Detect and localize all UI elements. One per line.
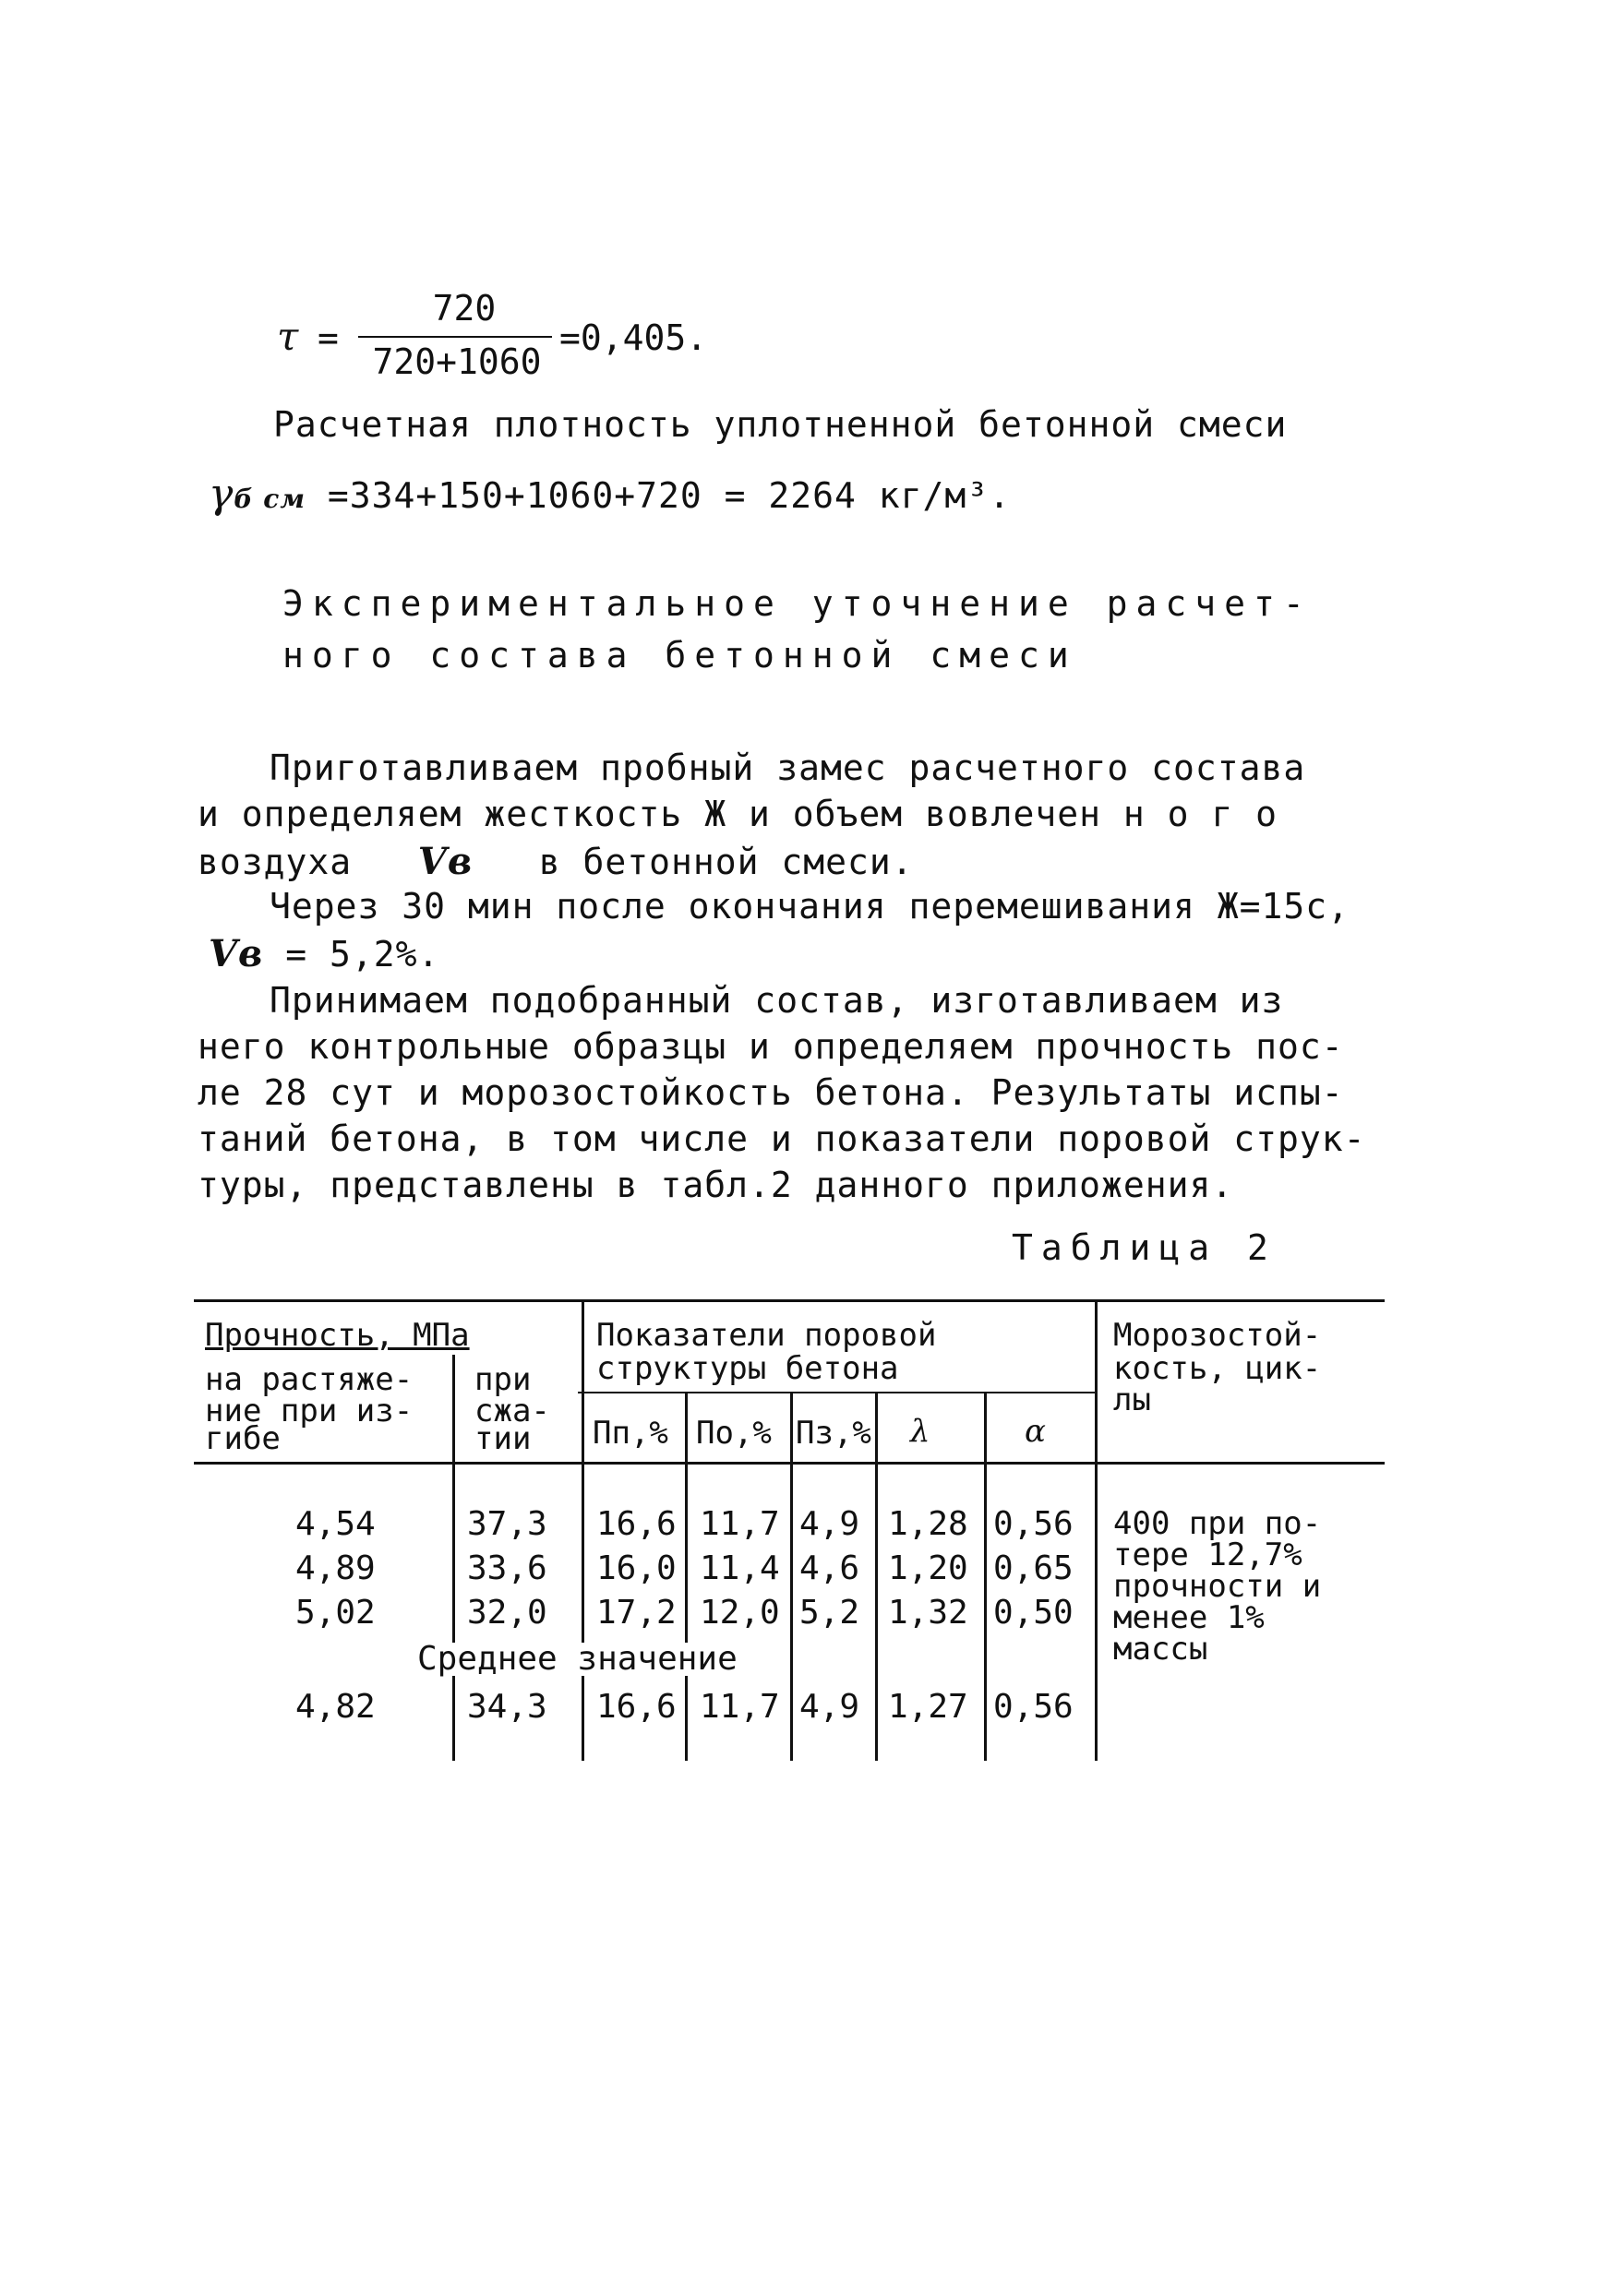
- table-caption: Таблица 2: [1012, 1227, 1277, 1268]
- header-po: По,%: [696, 1415, 772, 1452]
- col-divider: [984, 1393, 987, 1761]
- section-title-line2: ного состава бетонной смеси: [282, 635, 1077, 676]
- col-divider: [582, 1299, 584, 1761]
- table-cell: 11,4: [700, 1549, 780, 1587]
- table-cell: 4,9: [799, 1505, 860, 1543]
- paragraph-line: Принимаем подобранный состав, изготавливаем из: [270, 980, 1284, 1021]
- tau-symbol: τ: [277, 314, 299, 359]
- average-cell: 11,7: [700, 1688, 780, 1726]
- col-divider: [452, 1355, 455, 1761]
- table-header-rule: [194, 1462, 1385, 1465]
- header-alpha: α: [1025, 1413, 1046, 1450]
- gamma-subscript: б см: [234, 484, 306, 514]
- average-cell: 4,9: [799, 1688, 860, 1726]
- header-pore: структуры бетона: [596, 1350, 899, 1387]
- frost-value: 400 при по-: [1113, 1505, 1322, 1542]
- frost-value: менее 1%: [1113, 1599, 1265, 1636]
- fraction-result: =0,405.: [559, 317, 708, 358]
- fraction-numerator: 720: [432, 288, 497, 329]
- table-cell: 1,28: [888, 1505, 968, 1543]
- paragraph-line: туры, представлены в табл.2 данного приложения.: [198, 1165, 1234, 1205]
- paragraph-line: него контрольные образцы и определяем прочность пос-: [198, 1026, 1344, 1067]
- table-cell: 5,2: [799, 1594, 860, 1632]
- air-volume-symbol: Vв: [209, 932, 264, 975]
- text-fragment: воздуха: [198, 842, 353, 882]
- table-cell: 4,89: [295, 1549, 376, 1587]
- header-bending: гибе: [205, 1420, 281, 1457]
- table-cell: 17,2: [596, 1594, 677, 1632]
- average-cell: 0,56: [993, 1688, 1074, 1726]
- equals-sign: =: [318, 317, 339, 358]
- paragraph-line: [209, 932, 439, 975]
- table-cell: 16,0: [596, 1549, 677, 1587]
- table-cell: 4,54: [295, 1505, 376, 1543]
- frost-value: массы: [1113, 1631, 1208, 1668]
- header-strength: Прочность, МПа: [205, 1317, 470, 1354]
- density-heading: Расчетная плотность уплотненной бетонной смеси: [273, 404, 1288, 445]
- paragraph-line: ле 28 сут и морозостойкость бетона. Результаты испы-: [198, 1072, 1344, 1113]
- header-pn: Пп,%: [593, 1415, 668, 1452]
- frost-value: прочности и: [1113, 1568, 1322, 1605]
- header-pz: Пз,%: [796, 1415, 871, 1452]
- average-cell: 16,6: [596, 1688, 677, 1726]
- density-formula: [209, 471, 1011, 518]
- table-cell: 1,32: [888, 1594, 968, 1632]
- table-cell: 5,02: [295, 1594, 376, 1632]
- paragraph-line: [198, 840, 914, 883]
- table-cell: 11,7: [700, 1505, 780, 1543]
- paragraph-line: Через 30 мин после окончания перемешивания Ж=15с,: [270, 886, 1350, 927]
- density-expression: =334+150+1060+720 = 2264 кг/м³.: [327, 475, 1012, 516]
- header-lambda: λ: [910, 1413, 930, 1450]
- paragraph-line: таний бетона, в том числе и показатели поровой струк-: [198, 1118, 1366, 1159]
- average-cell: 34,3: [467, 1688, 547, 1726]
- table-top-rule: [194, 1299, 1385, 1302]
- header-frost: кость, цик-: [1113, 1350, 1322, 1387]
- header-pore: Показатели поровой: [596, 1317, 937, 1354]
- table-cell: 32,0: [467, 1594, 547, 1632]
- col-divider: [790, 1393, 793, 1761]
- results-table: [194, 1299, 1385, 1761]
- fraction-denominator: 720+1060: [372, 341, 542, 382]
- section-title-line1: Экспериментальное уточнение расчет-: [282, 583, 1313, 624]
- table-cell: 0,56: [993, 1505, 1074, 1543]
- table-cell: 0,65: [993, 1549, 1074, 1587]
- header-compression: сжа-: [474, 1393, 550, 1429]
- text-fragment: в бетонной смеси.: [538, 842, 914, 882]
- header-frost: Морозостой-: [1113, 1317, 1322, 1354]
- header-compression: тии: [474, 1420, 532, 1457]
- air-volume-symbol: Vв: [417, 840, 474, 883]
- average-label: Среднее значение: [414, 1643, 741, 1676]
- header-bending: на растяже-: [205, 1361, 414, 1398]
- gamma-symbol: γ: [209, 471, 234, 518]
- col-divider: [1095, 1299, 1098, 1761]
- paragraph-line: и определяем жесткость Ж и объем вовлечен н о г о: [198, 794, 1278, 834]
- average-cell: 4,82: [295, 1688, 376, 1726]
- table-cell: 4,6: [799, 1549, 860, 1587]
- average-cell: 1,27: [888, 1688, 968, 1726]
- table-cell: 1,20: [888, 1549, 968, 1587]
- header-compression: при: [474, 1361, 532, 1398]
- table-cell: 0,50: [993, 1594, 1074, 1632]
- table-cell: 37,3: [467, 1505, 547, 1543]
- fraction-bar: [358, 336, 552, 338]
- text-fragment: = 5,2%.: [285, 934, 440, 975]
- table-cell: 33,6: [467, 1549, 547, 1587]
- table-cell: 16,6: [596, 1505, 677, 1543]
- header-bending: ние при из-: [205, 1393, 414, 1429]
- frost-value: тере 12,7%: [1113, 1537, 1302, 1573]
- col-divider: [875, 1393, 878, 1761]
- table-cell: 12,0: [700, 1594, 780, 1632]
- paragraph-line: Приготавливаем пробный замес расчетного состава: [270, 747, 1306, 788]
- pore-subheader-rule: [578, 1392, 1095, 1393]
- header-frost: лы: [1113, 1381, 1151, 1418]
- col-divider: [685, 1393, 688, 1761]
